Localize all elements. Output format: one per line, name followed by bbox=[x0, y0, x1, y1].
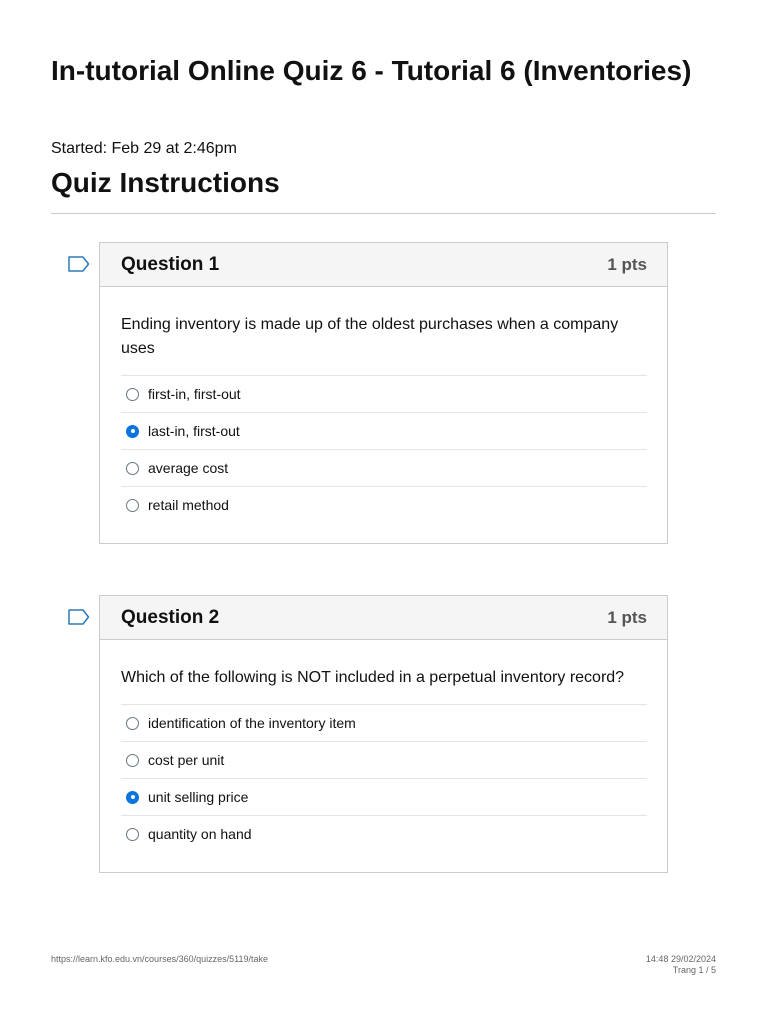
flag-question-icon[interactable] bbox=[68, 609, 90, 625]
answer-option[interactable] bbox=[121, 450, 647, 487]
quiz-instructions-heading: Quiz Instructions bbox=[51, 167, 280, 198]
footer-page-number: Trang 1 / 5 bbox=[672, 965, 716, 975]
question-body bbox=[100, 640, 667, 872]
answer-label[interactable]: unit selling price bbox=[148, 789, 249, 805]
question-text: Which of the following is NOT included in a perpetual inventory record? bbox=[121, 669, 625, 686]
question-card bbox=[99, 595, 668, 873]
footer-meta bbox=[646, 954, 716, 976]
started-timestamp: Started: Feb 29 at 2:46pm bbox=[51, 140, 237, 157]
answer-option[interactable] bbox=[121, 779, 647, 816]
answer-label[interactable]: last-in, first-out bbox=[148, 423, 240, 439]
answer-label[interactable]: retail method bbox=[148, 497, 229, 513]
flag-question-icon[interactable] bbox=[68, 256, 90, 272]
question-header bbox=[100, 243, 667, 287]
question-points: 1 pts bbox=[607, 607, 647, 627]
answer-label[interactable]: quantity on hand bbox=[148, 826, 252, 842]
radio-button[interactable] bbox=[126, 717, 139, 730]
answer-list bbox=[121, 375, 647, 523]
radio-button[interactable] bbox=[126, 828, 139, 841]
footer-timestamp: 14:48 29/02/2024 bbox=[645, 954, 716, 964]
question-title: Question 2 bbox=[121, 606, 220, 628]
answer-label[interactable]: identification of the inventory item bbox=[148, 715, 356, 731]
footer-url: https://learn.kfo.edu.vn/courses/360/quizzes/5119/take bbox=[51, 954, 268, 964]
header-divider bbox=[51, 213, 716, 214]
question-body bbox=[100, 287, 667, 543]
question-text: Ending inventory is made up of the oldest purchases when a company uses bbox=[121, 316, 619, 357]
answer-label[interactable]: cost per unit bbox=[148, 752, 225, 768]
answer-option[interactable] bbox=[121, 816, 647, 852]
radio-button[interactable] bbox=[126, 462, 139, 475]
answer-list bbox=[121, 704, 647, 852]
answer-label[interactable]: average cost bbox=[148, 460, 229, 476]
answer-label[interactable]: first-in, first-out bbox=[148, 386, 241, 402]
answer-option[interactable] bbox=[121, 413, 647, 450]
radio-button[interactable] bbox=[126, 388, 139, 401]
radio-button[interactable] bbox=[126, 499, 139, 512]
question-points: 1 pts bbox=[607, 254, 647, 274]
question-header bbox=[100, 596, 667, 640]
answer-option[interactable] bbox=[121, 487, 647, 523]
radio-button-selected[interactable] bbox=[126, 791, 139, 804]
answer-option[interactable] bbox=[121, 705, 647, 742]
question-title: Question 1 bbox=[121, 253, 220, 275]
page-title: In-tutorial Online Quiz 6 - Tutorial 6 (Inventories) bbox=[51, 55, 692, 86]
answer-option[interactable] bbox=[121, 742, 647, 779]
question-card bbox=[99, 242, 668, 544]
answer-option[interactable] bbox=[121, 376, 647, 413]
radio-button[interactable] bbox=[126, 754, 139, 767]
radio-button-selected[interactable] bbox=[126, 425, 139, 438]
